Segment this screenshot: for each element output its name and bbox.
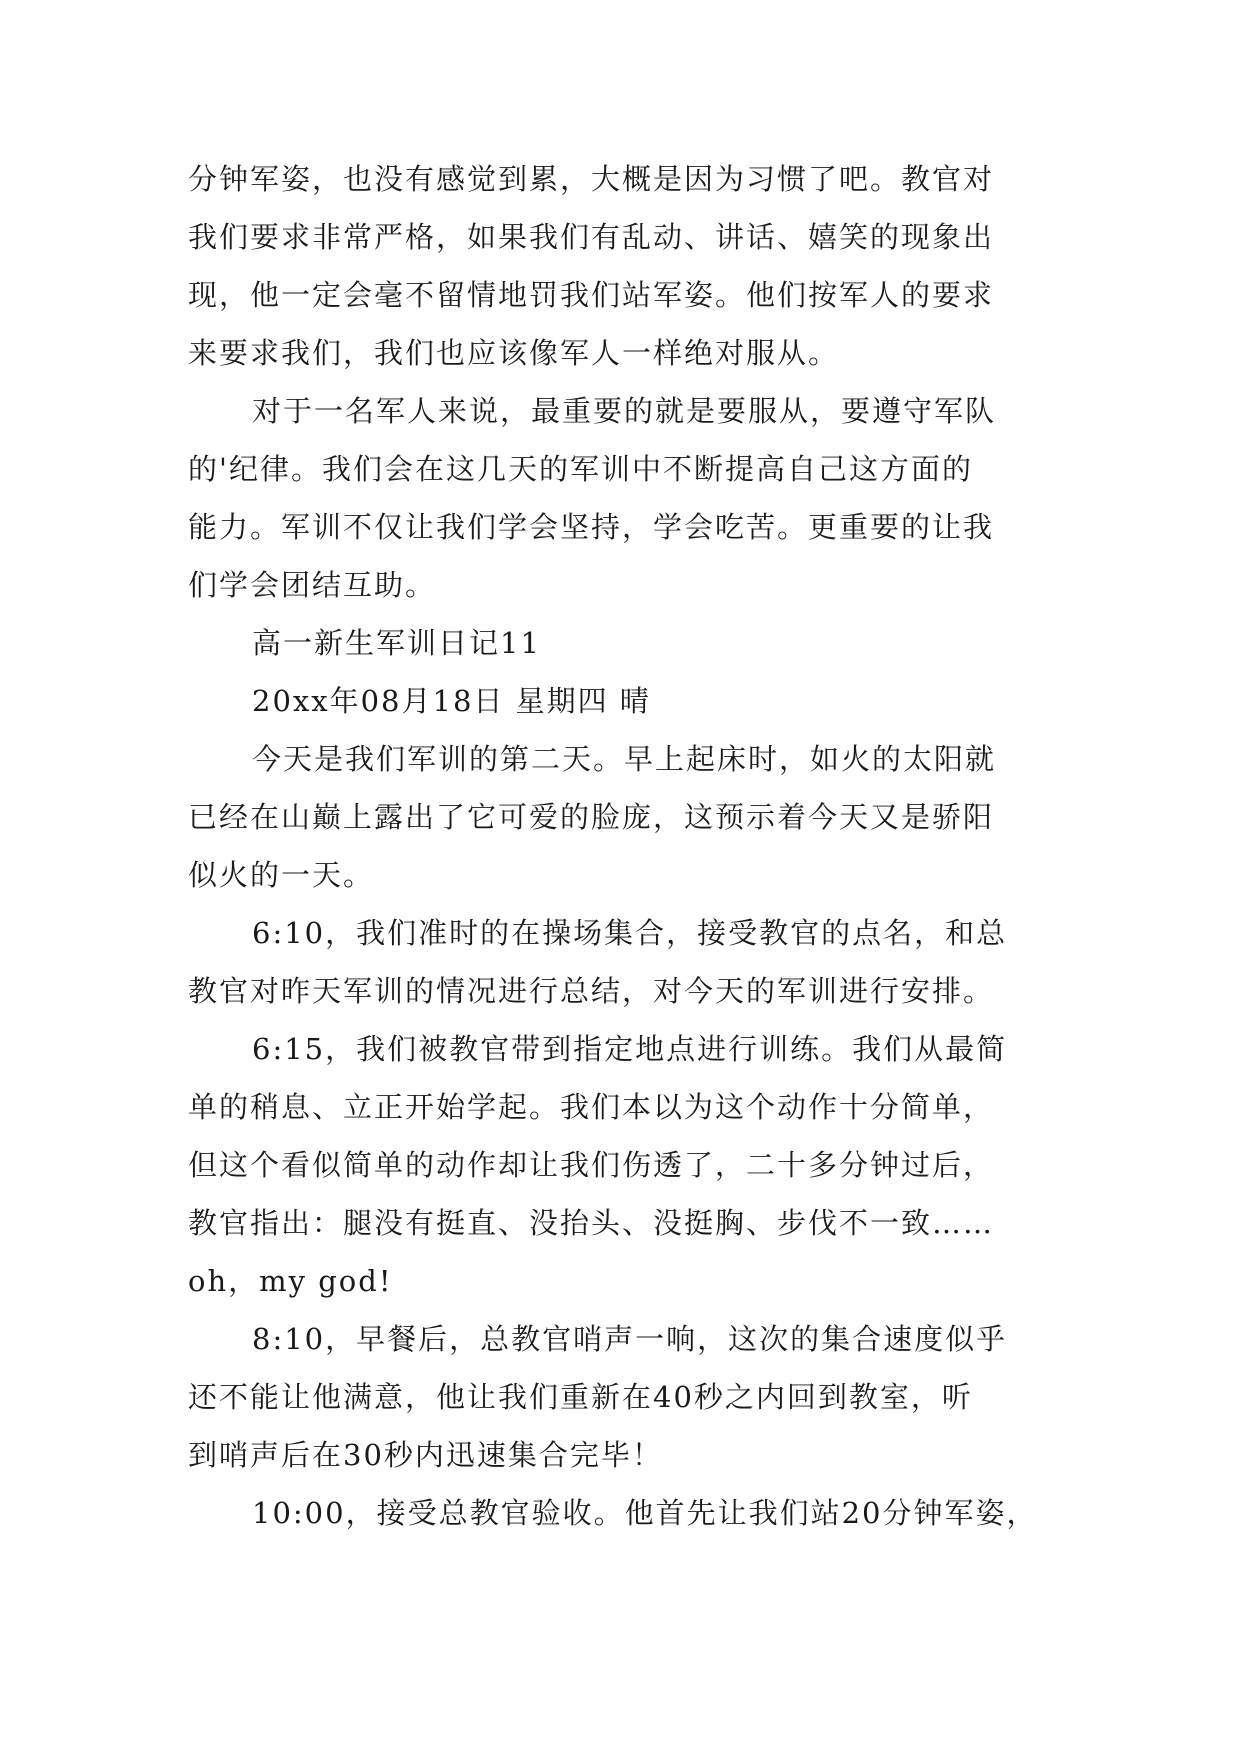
text-line: 我们要求非常严格，如果我们有乱动、讲话、嬉笑的现象出 <box>188 220 995 254</box>
text-line: 教官对昨天军训的情况进行总结，对今天的军训进行安排。 <box>188 974 995 1008</box>
text-line: 分钟军姿，也没有感觉到累，大概是因为习惯了吧。教官对 <box>188 162 995 196</box>
text-line: 还不能让他满意，他让我们重新在40秒之内回到教室，听 <box>188 1380 973 1414</box>
paragraph-first-line: 对于一名军人来说，最重要的就是要服从，要遵守军队 <box>252 394 997 428</box>
text-line: 但这个看似简单的动作却让我们伤透了，二十多分钟过后， <box>188 1148 995 1182</box>
text-line: 来要求我们，我们也应该像军人一样绝对服从。 <box>188 336 840 370</box>
text-line: 单的稍息、立正开始学起。我们本以为这个动作十分简单， <box>188 1090 995 1124</box>
paragraph-first-line: 今天是我们军训的第二天。早上起床时，如火的太阳就 <box>252 742 997 776</box>
paragraph-first-line: 6:10，我们准时的在操场集合，接受教官的点名，和总 <box>252 916 1008 950</box>
text-line: 能力。军训不仅让我们学会坚持，学会吃苦。更重要的让我 <box>188 510 995 544</box>
text-line: oh，my god! <box>188 1264 393 1298</box>
paragraph-first-line: 8:10，早餐后，总教官哨声一响，这次的集合速度似乎 <box>252 1322 1008 1356</box>
paragraph-first-line: 10:00，接受总教官验收。他首先让我们站20分钟军姿， <box>252 1496 1038 1530</box>
document-body <box>188 150 1058 1542</box>
text-line: 们学会团结互助。 <box>188 568 437 602</box>
date-line: 20xx年08月18日 星期四 晴 <box>252 684 651 718</box>
text-line: 已经在山巅上露出了它可爱的脸庞，这预示着今天又是骄阳 <box>188 800 995 834</box>
section-heading: 高一新生军训日记11 <box>252 626 541 660</box>
text-line: 的'纪律。我们会在这几天的军训中不断提高自己这方面的 <box>188 452 973 486</box>
paragraph-first-line: 6:15，我们被教官带到指定地点进行训练。我们从最简 <box>252 1032 1008 1066</box>
text-line: 到哨声后在30秒内迅速集合完毕！ <box>188 1438 663 1472</box>
text-line: 似火的一天。 <box>188 858 375 892</box>
text-line: 教官指出：腿没有挺直、没抬头、没挺胸、步伐不一致…… <box>188 1206 995 1240</box>
text-line: 现，他一定会毫不留情地罚我们站军姿。他们按军人的要求 <box>188 278 995 312</box>
